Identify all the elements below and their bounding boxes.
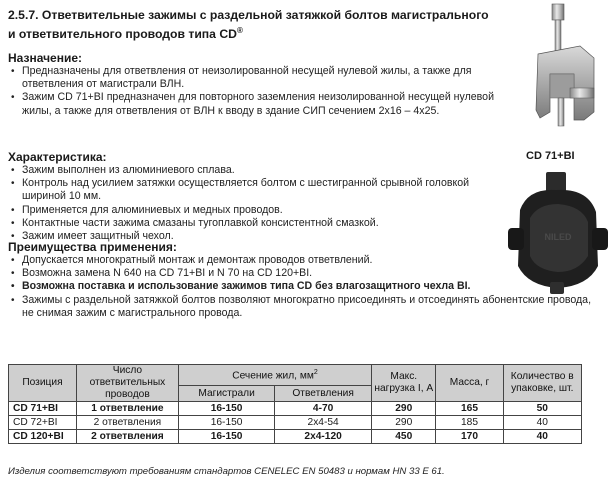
cell-load: 290 <box>372 402 436 416</box>
cell-qty: 50 <box>503 402 582 416</box>
characteristics-list <box>8 164 498 243</box>
header-section <box>178 365 371 386</box>
purpose-heading: Назначение: <box>8 51 83 65</box>
list-item: • Зажим CD 71+BI предназначен для повторного заземления неизолированной несущей нулевой жилы, а также для ответвления от ВЛН к вводу в здание СИП сечением 2х16 – 4х25. <box>8 91 508 117</box>
cell-position: CD 120+BI <box>9 430 77 444</box>
header-max-load: Макс. нагрузка I, А <box>372 365 436 402</box>
advantages-heading: Преимущества применения: <box>8 240 177 254</box>
characteristics-heading: Характеристика: <box>8 150 107 164</box>
cell-load: 450 <box>372 430 436 444</box>
cell-mass: 185 <box>436 416 503 430</box>
cell-count: 2 ответвления <box>76 416 178 430</box>
purpose-list <box>8 65 508 118</box>
cell-branches: 2х4-120 <box>275 430 372 444</box>
cell-mass: 165 <box>436 402 503 416</box>
cell-count: 2 ответвления <box>76 430 178 444</box>
header-position: Позиция <box>9 365 77 402</box>
clamp-image <box>530 2 602 130</box>
registered-mark: ® <box>236 26 243 35</box>
cover-brand-text: NILED <box>544 232 572 242</box>
table-row <box>9 430 582 444</box>
list-item: • Предназначены для ответвления от неизолированной несущей нулевой жилы, а также для ответвления от магистрали ВЛН. <box>8 65 508 91</box>
header-mass: Масса, г <box>436 365 503 402</box>
header-branches: Ответвления <box>275 386 372 402</box>
product-image-label: CD 71+BI <box>526 150 575 162</box>
title-line-2 <box>8 23 528 42</box>
list-item: • Возможна поставка и использование зажимов типа CD без влагозащитного чехла BI. <box>8 280 593 293</box>
cell-position: CD 72+BI <box>9 416 77 430</box>
list-item: • Зажим выполнен из алюминиевого сплава. <box>8 164 498 177</box>
table-row <box>9 402 582 416</box>
list-item: • Зажим имеет защитный чехол. <box>8 230 498 243</box>
cell-branches: 2х4-54 <box>275 416 372 430</box>
header-branches-count: Число ответвительных проводов <box>76 365 178 402</box>
cell-load: 290 <box>372 416 436 430</box>
list-item: • Контроль над усилием затяжки осуществляется болтом с шестигранной срывной головкой шириной 10 мм. <box>8 177 498 203</box>
cell-count: 1 ответвление <box>76 402 178 416</box>
list-item: • Зажимы с раздельной затяжкой болтов позволяют многократно присоединять и отсоединять абонентские провода, не снимая зажим с магистрального провода. <box>8 294 593 320</box>
advantages-list <box>8 254 593 320</box>
header-section-sup: 2 <box>313 369 318 377</box>
list-item: • Применяется для алюминиевых и медных проводов. <box>8 204 498 217</box>
header-mains: Магистрали <box>178 386 274 402</box>
header-section-text: Сечение жил, мм <box>232 370 314 382</box>
cell-mass: 170 <box>436 430 503 444</box>
table-row <box>9 416 582 430</box>
cell-branches: 4-70 <box>275 402 372 416</box>
page-title <box>8 8 528 42</box>
list-item: • Контактные части зажима смазаны тугоплавкой консистентной смазкой. <box>8 217 498 230</box>
cell-qty: 40 <box>503 430 582 444</box>
cell-mains: 16-150 <box>178 402 274 416</box>
list-item: • Возможна замена N 640 на CD 71+BI и N 70 на CD 120+BI. <box>8 267 593 280</box>
footnote: Изделия соответствуют требованиям стандартов CENELEC EN 50483 и нормам HN 33 E 61. <box>8 466 445 477</box>
title-line-1: 2.5.7. Ответвительные зажимы с раздельной затяжкой болтов магистрального <box>8 8 489 22</box>
list-item: • Допускается многократный монтаж и демонтаж проводов ответвлений. <box>8 254 593 267</box>
title-line-2-text: и ответвительного проводов типа CD <box>8 27 237 42</box>
cell-qty: 40 <box>503 416 582 430</box>
cell-mains: 16-150 <box>178 416 274 430</box>
cell-mains: 16-150 <box>178 430 274 444</box>
spec-table <box>8 364 582 444</box>
header-pack-qty: Количество в упаковке, шт. <box>503 365 582 402</box>
cell-position: CD 71+BI <box>9 402 77 416</box>
